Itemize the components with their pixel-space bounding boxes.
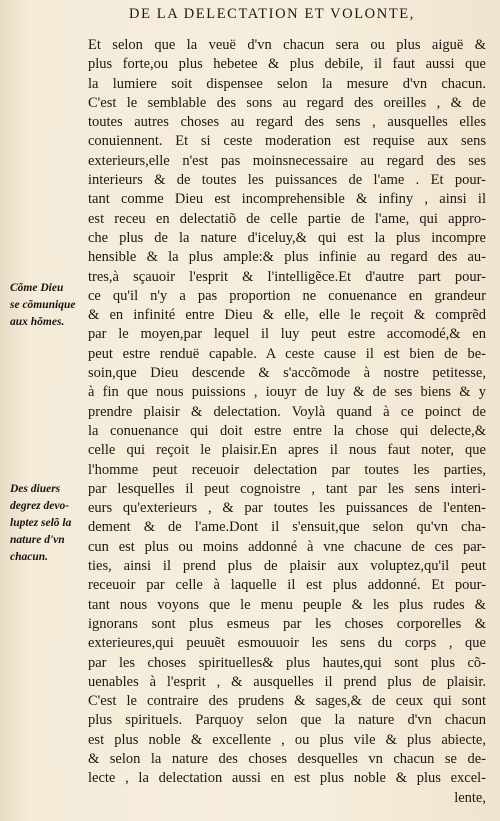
margin-note-line: se cõmunique bbox=[10, 299, 76, 311]
text-line: interieurs & de toutes les puissances de l'ame . Et pour- bbox=[88, 172, 486, 189]
text-line: dement & de l'ame.Dont il s'ensuit,que selon qu'vn cha- bbox=[88, 519, 486, 536]
text-line: par lesquelles il peut cognoistre , tant par les sens interi- bbox=[88, 480, 486, 497]
text-line: tres,à sçauoir l'esprit & l'intelligẽce.Et d'autre part pour- bbox=[88, 268, 486, 285]
text-line: lente, bbox=[454, 789, 486, 806]
text-line: cun est plus ou moins addonné à vne chacune de ces par- bbox=[88, 538, 486, 555]
text-line: la conuenance qui doit estre entre la chose qui delecte,& bbox=[88, 422, 486, 439]
text-line: l'homme peut receuoir delectation par toutes les parties, bbox=[88, 461, 486, 478]
text-line: C'est le contraire des prudens & sages,& de ceux qui sont bbox=[88, 693, 486, 710]
text-line: hensible & la plus ample:& plus infinie au regard des au- bbox=[88, 249, 486, 266]
text-line: Et selon que la veuë d'vn chacun sera ou plus aiguë & bbox=[88, 37, 486, 53]
text-line: lecte , la delectation aussi en est plus noble & plus excel- bbox=[88, 770, 486, 787]
text-line: ce qu'il n'y a pas proportion ne conuenance en grandeur bbox=[88, 287, 486, 304]
text-line: tant comme Dieu est incomprehensible & infiny , ainsi il bbox=[88, 191, 486, 208]
text-line: celle qui reçoit le plaisir.En apres il nous faut noter, que bbox=[88, 442, 486, 459]
text-line: prendre plaisir & delectation. Voylà quand à ce poinct de bbox=[88, 403, 486, 420]
running-head: DE LA DELECTATION ET VOLONTE, bbox=[129, 6, 415, 22]
text-line: ignorans sont plus esmeus par les choses corporelles & bbox=[88, 615, 486, 632]
text-line: la lumiere soit dispensee selon la mesure d'vn chacun. bbox=[88, 75, 486, 92]
text-line: eurs qu'exterieurs , & par toutes les puissances de l'enten- bbox=[88, 500, 486, 517]
text-line: toutes autres choses au regard des sens , ausquelles elles bbox=[88, 114, 486, 131]
margin-note-line: luptez selõ la bbox=[10, 517, 72, 529]
text-line: & en infinité entre Dieu & elle, elle le reçoit & comprẽd bbox=[88, 307, 486, 324]
margin-note-degrez bbox=[10, 481, 90, 566]
text-line: par le moyen,par lequel il luy peut estre accomodé,& en bbox=[88, 326, 486, 343]
text-line: C'est le semblable des sons au regard des oreilles , & de bbox=[88, 94, 486, 111]
text-line: peut estre renduë capable. A ceste cause il est bien de be- bbox=[88, 345, 486, 362]
text-line: plus spirituels. Parquoy selon que la nature d'vn chacun bbox=[88, 712, 486, 729]
text-line: par les choses spirituelles& plus hautes,qui sont plus cõ- bbox=[88, 654, 486, 671]
text-line: exterieures,qui peuuẽt esmouuoir les sens du corps , que bbox=[88, 635, 486, 652]
margin-note-line: Des diuers bbox=[10, 483, 61, 495]
text-line: ties, ainsi il prend plus de plaisir aux voluptez,qu'il peut bbox=[88, 558, 486, 575]
text-line: & selon la nature des choses desquelles vn chacun se de- bbox=[88, 750, 486, 767]
text-line: exterieurs,elle n'est pas moinsnecessaire au regard des ses bbox=[88, 152, 486, 169]
text-line: est plus noble & excellente , ou plus vile & plus abiecte, bbox=[88, 731, 486, 748]
text-line: che plus de la nature d'iceluy,& qui est la plus incompre bbox=[88, 229, 486, 246]
text-line: à fin que nous puissions , iouyr de luy & de ses biens & y bbox=[88, 384, 486, 401]
margin-note-line: aux hõmes. bbox=[10, 316, 65, 328]
text-line: soin,que Dieu descende & s'accõmode à nostre petitesse, bbox=[88, 365, 486, 382]
text-line: tant nous voyons que le menu peuple & les plus rudes & bbox=[88, 596, 486, 613]
body-text bbox=[88, 36, 486, 808]
text-line: receuoir par celle à laquelle il est plus addonné. Et pour- bbox=[88, 577, 486, 594]
text-line: plus forte,ou plus hebetee & plus debile, il faut aussi que bbox=[88, 56, 486, 73]
margin-note-line: degrez devo- bbox=[10, 500, 70, 512]
text-line: est receu en delectatiõ de celle partie de l'ame, qui appro- bbox=[88, 210, 486, 227]
margin-note-line: Cõme Dieu bbox=[10, 282, 64, 294]
text-line: conuiennent. Et si ceste moderation est requise aux sens bbox=[88, 133, 486, 150]
text-line: uenables à l'esprit , & ausquelles il prend plus de plaisir. bbox=[88, 673, 486, 690]
margin-note-dieu bbox=[10, 280, 90, 331]
margin-note-line: nature d'vn bbox=[10, 534, 65, 546]
margin-note-line: chacun. bbox=[10, 551, 49, 563]
